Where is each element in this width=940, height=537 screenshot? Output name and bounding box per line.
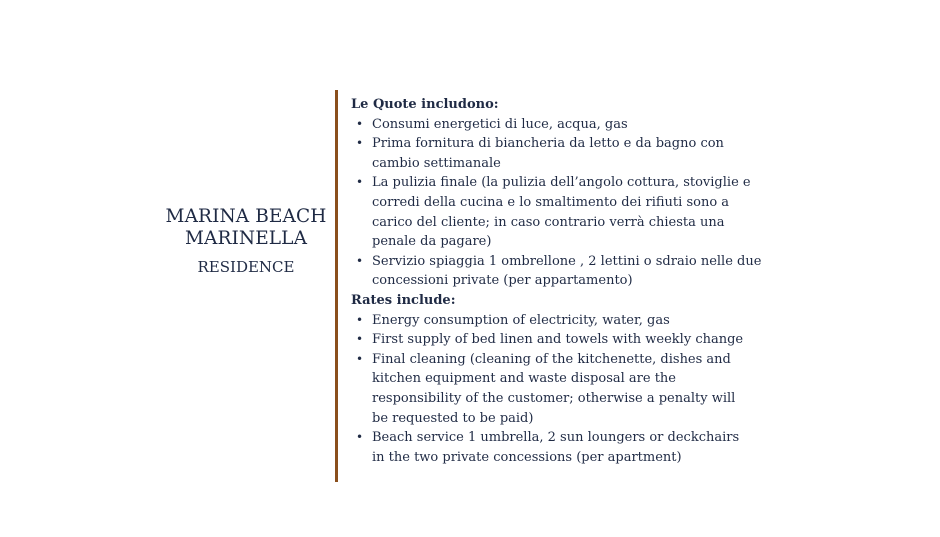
italian-list (351, 115, 911, 291)
italian-heading: Le Quote includono: (351, 97, 499, 112)
vertical-divider (335, 90, 338, 482)
list-item: • Beach service 1 umbrella, 2 sun loungers or deckchairs in the two private concessions (per apartment) (351, 428, 752, 467)
brand-title-line2: MARINELLA (184, 228, 308, 249)
list-item: • La pulizia finale (la pulizia dell’angolo cottura, stoviglie e corredi della cucina e lo smaltimento dei rifiuti sono a carico del cliente; in caso contrario verrà chiesta una penale da pagare) (351, 173, 762, 251)
list-item: • Final cleaning (cleaning of the kitchenette, dishes and kitchen equipment and waste disposal are the responsibility of the customer; otherwise a penalty will be requested to be paid) (351, 350, 752, 428)
brand-title-line1: MARINA BEACH (165, 206, 327, 227)
list-item: • Energy consumption of electricity, water, gas (351, 311, 752, 331)
english-heading: Rates include: (351, 292, 456, 308)
brand-subtitle: RESIDENCE (197, 258, 295, 276)
english-list (351, 311, 911, 468)
brand-block (150, 206, 342, 276)
list-item: • Servizio spiaggia 1 ombrellone , 2 lettini o sdraio nelle due concessioni private (per appartamento) (351, 252, 762, 291)
list-item: • First supply of bed linen and towels with weekly change (351, 330, 752, 350)
rates-content (351, 95, 911, 467)
list-item: • Consumi energetici di luce, acqua, gas (351, 115, 762, 135)
list-item: • Prima fornitura di biancheria da letto e da bagno con cambio settimanale (351, 134, 762, 173)
